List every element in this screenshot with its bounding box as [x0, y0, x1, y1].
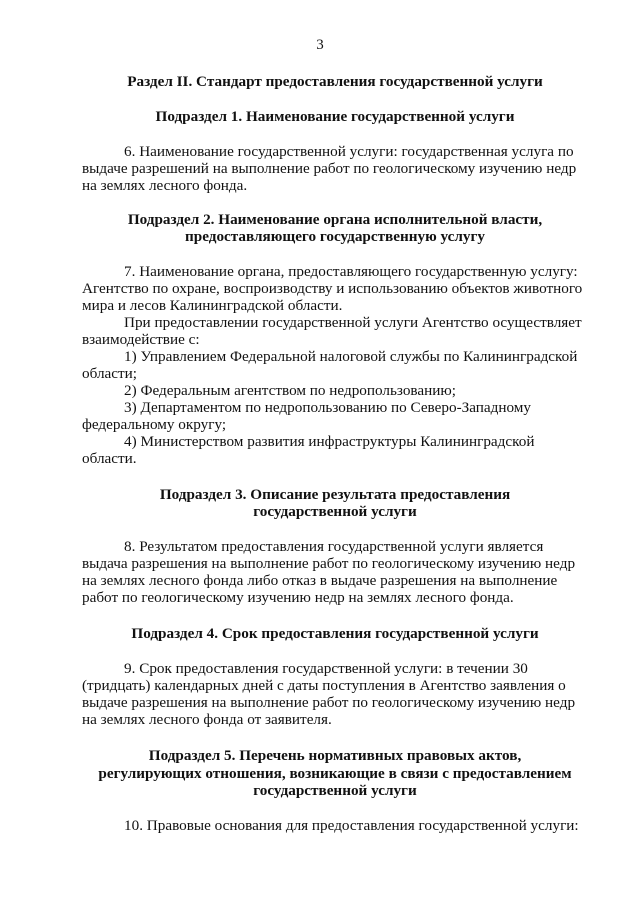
subsection-4-title: Подраздел 4. Срок предоставления государственной услуги [131, 625, 539, 642]
word: 3) [124, 399, 137, 416]
word: недропользованию [264, 399, 388, 416]
paragraph-line: на землях лесного фонда. [82, 177, 248, 194]
paragraph-6 [82, 143, 588, 194]
section-title: Раздел II. Стандарт предоставления государственной услуги [127, 73, 543, 90]
subsection-2-title-line1: Подраздел 2. Наименование органа исполнительной власти, [127, 211, 543, 228]
word: Министерством [140, 433, 244, 450]
subsection-3-title-line1: Подраздел 3. Описание результата предоставления [159, 486, 511, 503]
subsection-5-title-line3: государственной услуги [253, 782, 417, 799]
list-item-2 [82, 382, 588, 399]
paragraph-line: 9. Срок предоставления государственной услуги: в течении 30 [124, 660, 528, 677]
list-item-line: федеральному округу; [82, 416, 227, 433]
paragraph-line: Агентство по охране, воспроизводству и использованию объектов животного [82, 280, 583, 297]
word: развития [247, 433, 305, 450]
list-item-line: 2) Федеральным агентством по недропользованию; [124, 382, 456, 399]
list-item-line [82, 399, 588, 416]
paragraph-line: (тридцать) календарных дней с даты поступления в Агентство заявления о [82, 677, 566, 694]
list-item-line [82, 433, 588, 450]
word: Калининградской [420, 433, 535, 450]
paragraph-line: 8. Результатом предоставления государственной услуги является [124, 538, 544, 555]
list-item-line: области. [82, 450, 137, 467]
paragraph-line: на землях лесного фонда от заявителя. [82, 711, 332, 728]
word: 4) [124, 433, 137, 450]
page-number: 3 [316, 37, 324, 53]
word: Департаментом [140, 399, 242, 416]
paragraph-line: выдача разрешения на выполнение работ по геологическому изучению недр [82, 555, 576, 572]
paragraph-line: выдаче разрешения на выполнение работ по геологическому изучению недр [82, 694, 576, 711]
paragraph-10 [82, 817, 588, 834]
paragraph-9 [82, 660, 588, 728]
paragraph-7 [82, 263, 588, 314]
paragraph-line: 10. Правовые основания для предоставления государственной услуги: [124, 817, 579, 834]
interaction-paragraph [82, 314, 588, 348]
paragraph-line: 7. Наименование органа, предоставляющего государственную услугу: [124, 263, 578, 280]
paragraph-line: выдаче разрешений на выполнение работ по геологическому изучению недр [82, 160, 577, 177]
paragraph-line: взаимодействие с: [82, 331, 200, 348]
subsection-1-title: Подраздел 1. Наименование государственной услуги [155, 108, 515, 125]
paragraph-line: работ по геологическому изучению недр на землях лесного фонда. [82, 589, 514, 606]
subsection-2-title-line2: предоставляющего государственную услугу [185, 228, 485, 245]
paragraph-line [82, 143, 588, 160]
subsection-5-title-line1: Подраздел 5. Перечень нормативных правовых актов, [148, 747, 522, 764]
paragraph-line: мира и лесов Калининградской области. [82, 297, 343, 314]
word: по [245, 399, 261, 416]
subsection-3-title-line2: государственной услуги [253, 503, 417, 520]
paragraph-line-text: 6. Наименование государственной услуги: государственная услуга по [124, 143, 574, 160]
word: Северо-Западному [410, 399, 532, 416]
list-item-3 [82, 399, 588, 433]
list-item-4 [82, 433, 588, 467]
subsection-5-title-line2: регулирующих отношения, возникающие в связи с предоставлением [98, 765, 572, 782]
paragraph-line: При предоставлении государственной услуги Агентство осуществляет [124, 314, 582, 331]
list-item-1 [82, 348, 588, 382]
list-item-line: области; [82, 365, 137, 382]
word: инфраструктуры [308, 433, 417, 450]
paragraph-8 [82, 538, 588, 606]
word: по [390, 399, 407, 416]
list-item-line: 1) Управлением Федеральной налоговой службы по Калининградской [124, 348, 578, 365]
paragraph-line: на землях лесного фонда либо отказ в выдаче разрешения на выполнение [82, 572, 558, 589]
